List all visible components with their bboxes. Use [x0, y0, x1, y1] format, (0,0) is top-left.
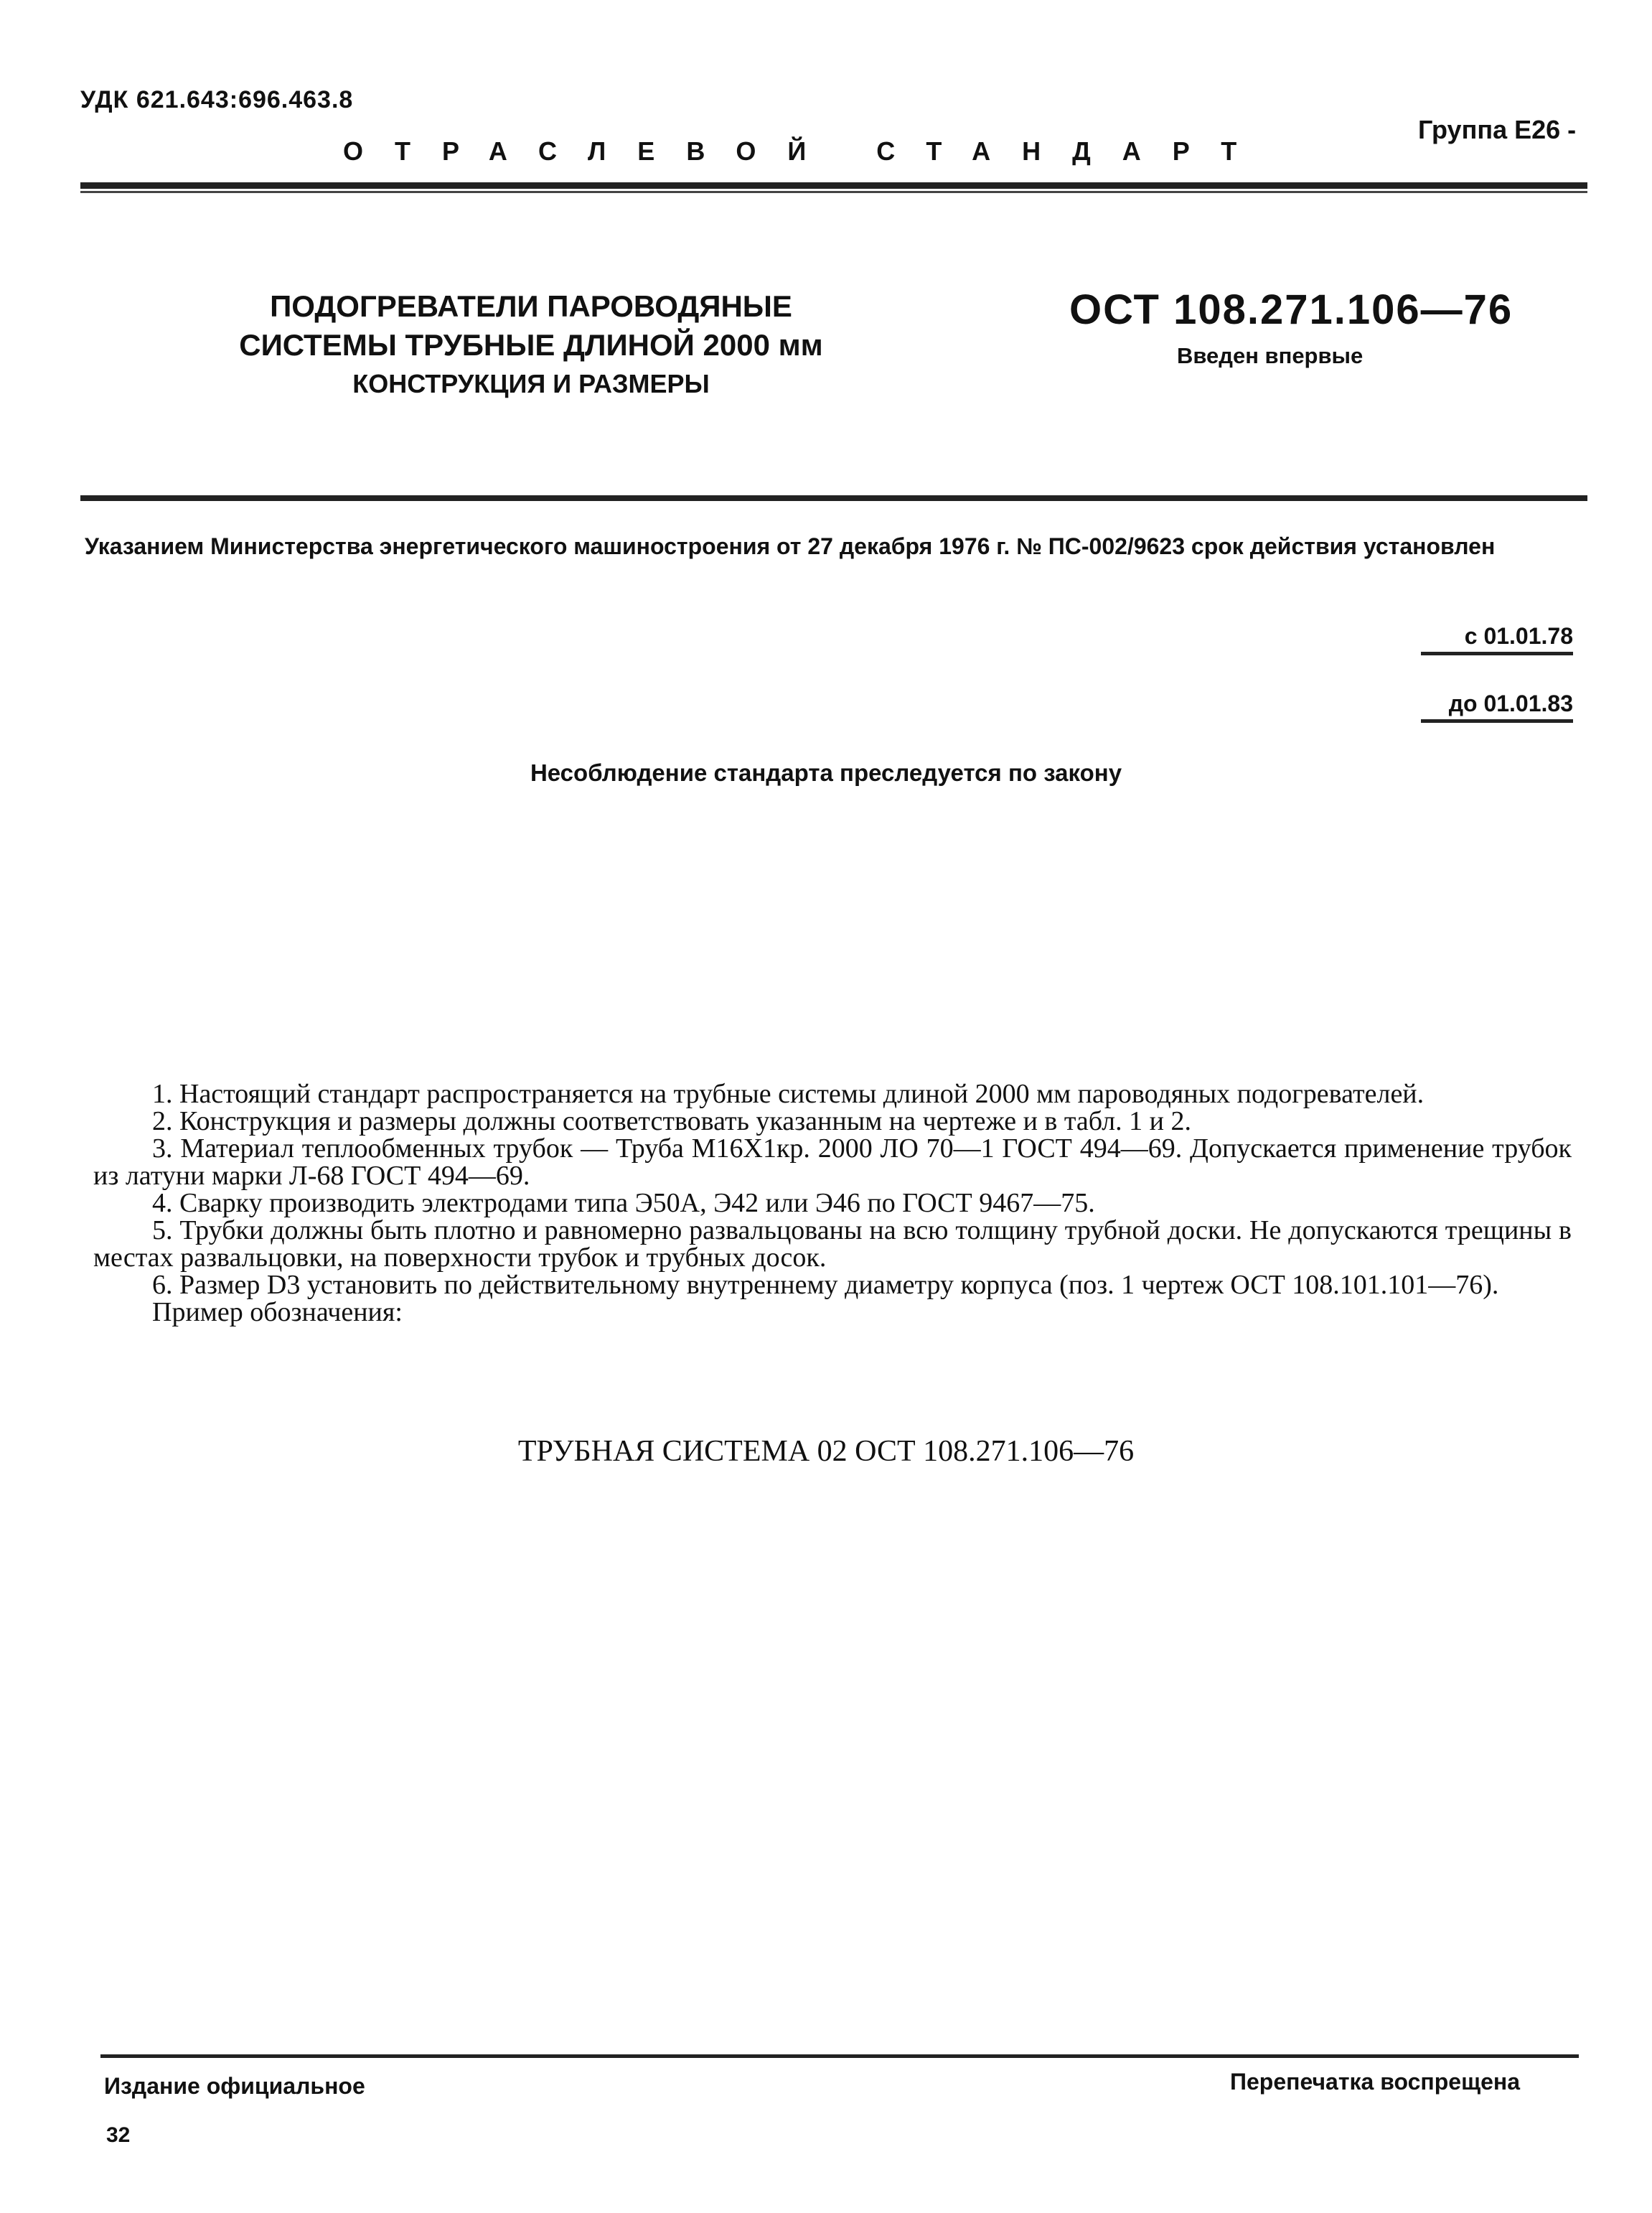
example-label: Пример обозначения:: [152, 1297, 403, 1327]
clause-6: 6. Размер D3 установить по действительному внутреннему диаметру корпуса (поз. 1 чертеж ОСТ 108.101.101—76).: [152, 1270, 1499, 1300]
header-rule: [80, 182, 1587, 189]
title-line-1: ПОДОГРЕВАТЕЛИ ПАРОВОДЯНЫЕ: [270, 289, 792, 323]
validity-to: до 01.01.83: [1448, 691, 1573, 716]
validity-from: с 01.01.78: [1464, 623, 1573, 649]
section-rule: [80, 495, 1587, 501]
body-text: [93, 1080, 1572, 1326]
introduced-note: Введен впервые: [1177, 343, 1364, 368]
document-title: [208, 287, 854, 403]
designation-example: ТРУБНАЯ СИСТЕМА 02 ОСТ 108.271.106—76: [517, 1435, 1135, 1468]
page-number: 32: [106, 2123, 131, 2147]
validity-from-underline: [1421, 652, 1573, 655]
clause-5: 5. Трубки должны быть плотно и равномерно развальцованы на всю толщину трубной доски. Не допускаются трещины в местах развальцовки, на поверхности трубок и трубных досок.: [93, 1215, 1572, 1273]
udk-code: УДК 621.643:696.463.8: [80, 86, 354, 113]
header-rule-thin: [80, 191, 1587, 193]
standard-designation: ОСТ 108.271.106—76: [1069, 286, 1513, 333]
clause-4: 4. Сварку производить электродами типа Э50А, Э42 или Э46 по ГОСТ 9467—75.: [152, 1188, 1095, 1218]
clause-1: 1. Настоящий стандарт распространяется на трубные системы длиной 2000 мм пароводяных подогревателей.: [152, 1079, 1425, 1109]
group-code: Группа Е26 -: [1418, 115, 1577, 144]
clause-2: 2. Конструкция и размеры должны соответствовать указанным на чертеже и в табл. 1 и 2.: [152, 1106, 1191, 1136]
decree-text: Указанием Министерства энергетического машиностроения от 27 декабря 1976 г. № ПС-002/9623 срок действия установлен: [85, 533, 1496, 559]
title-line-2: СИСТЕМЫ ТРУБНЫЕ ДЛИНОЙ 2000 мм: [239, 328, 823, 362]
reprint-note: Перепечатка воспрещена: [1230, 2069, 1520, 2095]
clause-3: 3. Материал теплообменных трубок — Труба М16Х1кр. 2000 ЛО 70—1 ГОСТ 494—69. Допускается применение трубок из латуни марки Л-68 ГОСТ 494—69.: [93, 1133, 1572, 1191]
title-line-3: КОНСТРУКЦИЯ И РАЗМЕРЫ: [352, 369, 710, 398]
standard-type-heading: ОТРАСЛЕВОЙ СТАНДАРТ: [343, 136, 1269, 166]
legal-warning: Несоблюдение стандарта преследуется по закону: [530, 759, 1122, 786]
footer-rule: [100, 2054, 1579, 2058]
edition-note: Издание официальное: [104, 2073, 365, 2099]
validity-to-underline: [1421, 719, 1573, 723]
